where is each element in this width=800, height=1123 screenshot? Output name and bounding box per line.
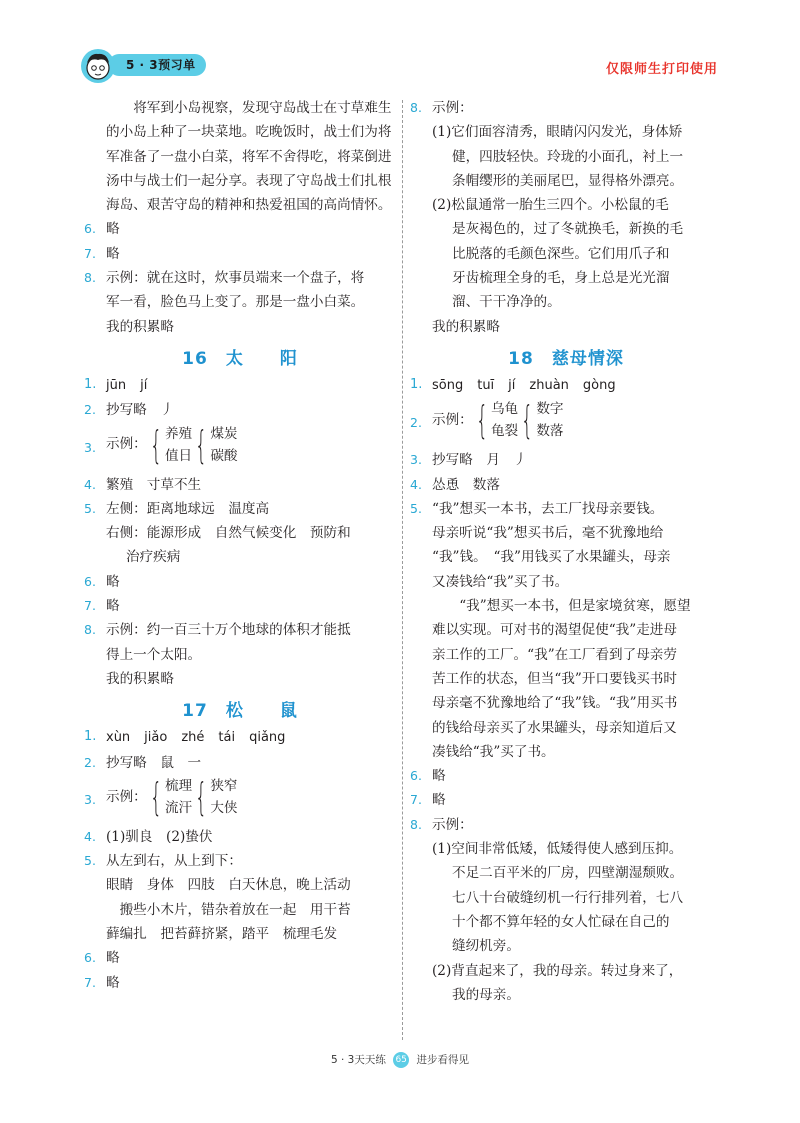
l18-answer-7: 7. 略 — [410, 792, 446, 809]
l18-answer-5-line: 母亲听说“我”想买书后，毫不犹豫地给 — [432, 525, 664, 542]
lesson-18-title: 18 慈母情深 — [508, 348, 624, 369]
l18-answer-5-line: “我”想买一本书，但是家境贫寒，愿望 — [459, 598, 691, 615]
l18-answer-5-line: 难以实现。可对书的渴望促使“我”走进母 — [432, 622, 677, 639]
student-avatar-icon — [80, 48, 116, 84]
l16-answer-7: 7. 略 — [84, 598, 120, 615]
l18-answer-8-sub2: (2)背直起来了，我的母亲。转过身来了， — [432, 962, 683, 979]
answer-8-sub1: (1)它们面容清秀，眼睛闪闪发光，身体矫 — [432, 124, 683, 141]
l16-answer-8-accum: 我的积累略 — [106, 670, 174, 687]
lesson-17-title: 17 松 鼠 — [182, 701, 298, 722]
l18-answer-3: 3. 抄写略 月 丿 — [410, 452, 528, 469]
l16-answer-8: 8. 示例：约一百三十万个地球的体积才能抵 — [84, 622, 351, 639]
l18-answer-5-line: 苦工作的状态，但当“我”开口要钱买书时 — [432, 670, 677, 687]
l18-answer-8: 8. 示例： — [410, 816, 473, 833]
l17-answer-5-line: 眼睛 身体 四肢 白天休息，晚上活动 — [106, 877, 351, 894]
l17-answer-6: 6. 略 — [84, 950, 120, 967]
answer-8-accum: 我的积累略 — [432, 318, 500, 335]
page-number: 65 — [393, 1052, 409, 1068]
l18-answer-5-line: 母亲毫不犹豫地给了“我”钱。“我”用买书 — [432, 695, 678, 712]
l18-answer-8-sub2-line: 我的母亲。 — [452, 986, 520, 1003]
answer-8-sub1-line: 健，四肢轻快。玲珑的小面孔，衬上一 — [452, 148, 684, 165]
l18-answer-8-sub1-line: 十个都不算年轻的女人忙碌在自己的 — [452, 913, 670, 930]
answer-8-sub1-line: 条帽缨形的美丽尾巴，显得格外漂亮。 — [452, 172, 684, 189]
l16-answer-3: 3. 示例： { 养殖 值日 { 煤炭 碳酸 — [84, 422, 238, 467]
l17-answer-1: 1. xùn jiǎo zhé tái qiǎng — [84, 729, 286, 746]
l18-answer-8-sub1-line: 缝纫机旁。 — [452, 938, 520, 955]
left-column — [84, 96, 396, 995]
l18-answer-1: 1. sōng tuī jí zhuàn gòng — [410, 376, 616, 393]
answer-8-sub2-line: 牙齿梳理全身的毛，身上总是光光溜 — [452, 270, 670, 287]
l16-answer-2: 2. 抄写略 丿 — [84, 402, 174, 419]
l17-answer-3: 3. 示例： { 梳理 流汗 { 狭窄 大侠 — [84, 774, 238, 819]
l18-answer-8-sub1: (1)空间非常低矮，低矮得使人感到压抑。 — [432, 841, 683, 858]
l16-answer-1: 1. jūn jí — [84, 376, 148, 393]
answer-8-sub2-line: 是灰褐色的，过了冬就换毛，新换的毛 — [452, 221, 684, 238]
l16-answer-5: 5. 左侧：距离地球远 温度高 — [84, 500, 270, 517]
l18-answer-8-sub1-line: 七八十台破缝纫机一行行排列着，七八 — [452, 889, 684, 906]
answer-7: 7. 略 — [84, 245, 120, 262]
answer-6: 6. 略 — [84, 221, 120, 238]
l17-answer-5-line: 藓编扎 把苔藓挤紧，踏平 梳理毛发 — [106, 926, 338, 943]
l18-answer-6: 6. 略 — [410, 768, 446, 785]
answer-8: 8. 示例：就在这时，炊事员端来一个盘子，将 — [84, 270, 365, 287]
l18-answer-5-line: 又凑钱给“我”买了书。 — [432, 573, 569, 590]
answer-8-sub2: (2)松鼠通常一胎生三四个。小松鼠的毛 — [432, 197, 669, 214]
l18-answer-8-sub1-line: 不足二百平米的厂房，四壁潮湿颓败。 — [452, 865, 684, 882]
l18-answer-5-line: 亲工作的工厂。“我”在工厂看到了母亲劳 — [432, 646, 677, 663]
answer-8-sub2-line: 比脱落的毛颜色深些。它们用爪子和 — [452, 245, 670, 262]
badge-pill — [108, 54, 206, 76]
l18-answer-5-line: 凑钱给“我”买了书。 — [432, 743, 555, 760]
l18-answer-5-line: “我”钱。 “我”用钱买了水果罐头，母亲 — [432, 549, 671, 566]
l17-answer-4: 4. (1)驯良 (2)蛰伏 — [84, 828, 213, 845]
l17-answer-7: 7. 略 — [84, 974, 120, 991]
l17-answer-5-line: 搬些小木片，错杂着放在一起 用干苔 — [119, 901, 351, 918]
header-badge — [80, 48, 210, 80]
answer-8-example: 8. 示例： — [410, 100, 473, 116]
page-footer — [0, 1052, 800, 1068]
l18-answer-2: 2. 示例： { 乌龟 龟裂 { 数字 数落 — [410, 398, 564, 443]
l16-answer-4: 4. 繁殖 寸草不生 — [84, 476, 202, 493]
intro-paragraph: 将军到小岛视察，发现守岛战士在寸草难生的小岛上种了一块菜地。吃晚饭时，战士们为将军准备了一盘小白菜，将军不舍得吃，将菜倒进汤中与战士们一起分享。表现了守岛战士们扎根海岛、艰苦守岛的精神和热爱祖国的高尚情怀。 — [106, 100, 392, 214]
footer-series: 5 · 3天天练 — [330, 1054, 386, 1066]
right-column — [410, 96, 722, 1007]
lesson-16-title: 16 太 阳 — [182, 348, 298, 369]
l17-answer-5: 5. 从左到右，从上到下： — [84, 853, 242, 870]
l16-answer-6: 6. 略 — [84, 573, 120, 590]
answer-8-accum: 我的积累略 — [106, 318, 174, 335]
answer-8-sub2-line: 溜、干干净净的。 — [452, 294, 561, 311]
footer-slogan: 进步看得见 — [416, 1054, 470, 1066]
l16-answer-8-line: 得上一个太阳。 — [106, 646, 202, 663]
answer-8-line: 军一看，脸色马上变了。那是一盘小白菜。 — [106, 294, 365, 311]
l16-answer-5-line: 右侧：能源形成 自然气候变化 预防和 — [106, 525, 351, 542]
l18-answer-5: 5. “我”想买一本书，去工厂找母亲要钱。 — [410, 500, 664, 517]
l16-answer-5-line: 治疗疾病 — [126, 549, 181, 566]
badge-label: 5 · 3预习单 — [126, 58, 196, 72]
l18-answer-5-line: 的钱给母亲买了水果罐头，母亲知道后又 — [432, 719, 677, 736]
column-divider — [402, 100, 403, 1040]
l18-answer-4: 4. 怂恿 数落 — [410, 476, 500, 493]
print-notice: 仅限师生打印使用 — [605, 62, 718, 77]
l17-answer-2: 2. 抄写略 鼠 一 — [84, 754, 202, 771]
